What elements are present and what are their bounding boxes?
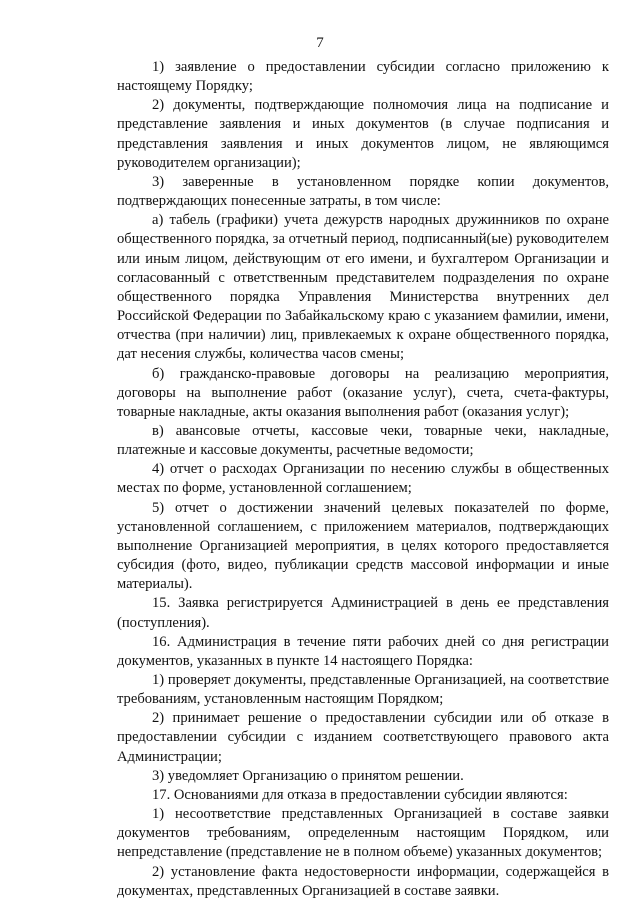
paragraph-section-16-review: 16. Администрация в течение пяти рабочих дней со дня регистрации документов, указанных в пункте 14 настоящего Порядка: [117, 633, 609, 669]
paragraph-subitem-b-contracts: б) гражданско-правовые договоры на реализацию мероприятия, договоры на выполнение работ (оказание услуг), счета, счета-фактуры, товарные накладные, акты оказания выполнения работ (оказания услуг); [117, 365, 609, 420]
paragraph-item-4-expense-report: 4) отчет о расходах Организации по несению службы в общественных местах по форме, установленной соглашением; [117, 461, 609, 497]
paragraph-item-3-certified-copies: 3) заверенные в установленном порядке копии документов, подтверждающих понесенные затраты, в том числе: [117, 173, 609, 210]
paragraph-subitem-v-expense-reports: в) авансовые отчеты, кассовые чеки, товарные чеки, накладные, платежные и кассовые документы, расчетные ведомости; [117, 422, 609, 459]
paragraph-17-item-2-false-information: 2) установление факта недостоверности информации, содержащейся в документах, представленных Организацией в составе заявки. [117, 863, 609, 899]
paragraph-item-1-application: 1) заявление о предоставлении субсидии согласно приложению к настоящему Порядку; [117, 59, 609, 95]
paragraph-16-item-2-decision: 2) принимает решение о предоставлении субсидии или об отказе в предоставлении субсидии с изданием соответствующего правового акта Администрации; [117, 710, 609, 765]
paragraph-16-item-1-check: 1) проверяет документы, представленные Организацией, на соответствие требованиям, установленным настоящим Порядком; [117, 672, 609, 708]
paragraph-16-item-3-notify: 3) уведомляет Организацию о принятом решении. [152, 767, 464, 784]
page-number: 7 [316, 35, 324, 51]
paragraph-section-17-refusal-grounds: 17. Основаниями для отказа в предоставлении субсидии являются: [152, 786, 568, 803]
paragraph-item-2-authority-documents: 2) документы, подтверждающие полномочия лица на подписание и представление заявления и иных документов (в случае подписания и представления заявления и иных документов лицом, не являющимся руководителем организации); [117, 97, 609, 171]
paragraph-17-item-1-nonconformity: 1) несоответствие представленных Организацией в составе заявки документов требованиям, определенным настоящим Порядком, или непредставление (представление не в полном объеме) указанных документов; [117, 806, 609, 861]
paragraph-item-5-target-indicators: 5) отчет о достижении значений целевых показателей по форме, установленной соглашением, с приложением материалов, подтверждающих выполнение Организацией мероприятия, в целях которого предоставляется субсидия (фото, видео, публикации средств массовой информации и иные материалы). [117, 499, 609, 593]
document-body [117, 58, 609, 901]
paragraph-section-15-registration: 15. Заявка регистрируется Администрацией в день ее представления (поступления). [117, 595, 609, 631]
paragraph-subitem-a-duty-schedule: а) табель (графики) учета дежурств народных дружинников по охране общественного порядка, за отчетный период, подписанный(ые) руководителем или иным лицом, действующим от его имени, и бухгалтером Организации и согласованный с ответственным представителем подразделения по охране общественного порядка Управления Министерства внутренних дел Российской Федерации по Забайкальскому краю с указанием фамилии, имени, отчества (при наличии) лиц, привлекаемых к охране общественного порядка, дат несения службы, количества часов смены; [117, 212, 609, 363]
